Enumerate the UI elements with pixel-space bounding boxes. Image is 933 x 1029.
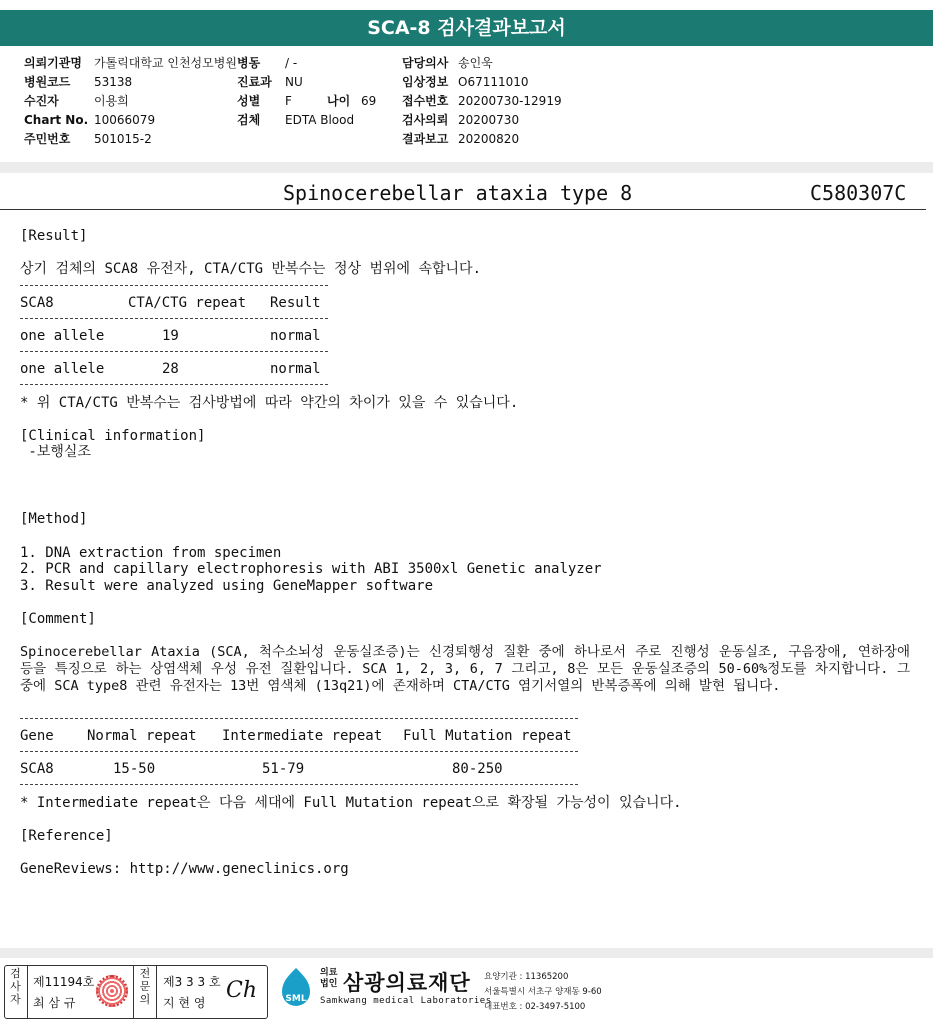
result-cell: normal (270, 328, 321, 344)
phone: 대표번호 : 02-3497-5100 (484, 1002, 586, 1012)
comment-cell: 15-50 (113, 761, 156, 777)
method-heading: [Method] (20, 511, 88, 527)
info-row: 임상정보 O67111010 (402, 75, 529, 89)
test-name: Spinocerebellar ataxia type 8 (283, 181, 633, 205)
examiner-name: 최 삼 규 (33, 996, 76, 1010)
method-item: 3. Result were analyzed using GeneMapper software (20, 578, 434, 594)
result-summary: 상기 검체의 SCA8 유전자, CTA/CTG 반복수는 정상 범위에 속합니다. (20, 261, 482, 277)
info-row: 접수번호 20200730-12919 (402, 94, 562, 108)
result-header-repeat: CTA/CTG repeat (128, 295, 247, 311)
table-rule (20, 784, 578, 785)
reference-heading: [Reference] (20, 828, 113, 844)
info-column-3 (402, 54, 562, 149)
info-row: 검사의뢰 20200730 (402, 113, 520, 127)
footer-divider (0, 948, 933, 958)
method-item: 1. DNA extraction from specimen (20, 545, 282, 561)
report-title: SCA-8 검사결과보고서 (0, 10, 933, 46)
address: 서울특별시 서초구 양재동 9-60 (484, 987, 602, 997)
method-item: 2. PCR and capillary electrophoresis with ABI 3500xl Genetic analyzer (20, 561, 602, 577)
sml-logo-icon (276, 966, 316, 1014)
info-row: 검체 EDTA Blood (237, 113, 355, 127)
comment-cell: 51-79 (262, 761, 305, 777)
examiner-label: 검사자 (4, 965, 28, 1019)
comment-header-intermediate: Intermediate repeat (222, 728, 383, 744)
table-rule (20, 351, 328, 352)
info-column-1 (24, 54, 237, 149)
info-row: 수진자 이용희 (24, 94, 129, 108)
result-header-gene: SCA8 (20, 295, 54, 311)
info-row: 병원코드 53138 (24, 75, 133, 89)
signature: Ch (226, 978, 258, 1003)
examiner-license: 제11194호 (33, 975, 95, 989)
clinical-text: -보행실조 (20, 444, 91, 460)
table-rule (20, 718, 578, 719)
info-row: 병동 / - (237, 56, 298, 70)
table-rule (20, 384, 328, 385)
info-row: 성별 F (237, 94, 292, 108)
table-rule (20, 318, 328, 319)
age-field: 나이 69 (327, 94, 377, 108)
seal-stamp-icon (96, 975, 128, 1007)
table-rule (20, 751, 578, 752)
result-note: * 위 CTA/CTG 반복수는 검사방법에 따라 약간의 차이가 있을 수 있습니다. (20, 395, 519, 411)
logo-text: SML (285, 994, 307, 1004)
result-header-result: Result (270, 295, 321, 311)
result-cell: 19 (162, 328, 179, 344)
brand-name: 삼광의료재단 (343, 971, 471, 995)
table-rule (20, 285, 328, 286)
comment-header-gene: Gene (20, 728, 54, 744)
comment-heading: [Comment] (20, 611, 96, 627)
info-row: 결과보고 20200820 (402, 132, 520, 146)
comment-header-normal: Normal repeat (87, 728, 197, 744)
info-row: 진료과 NU (237, 75, 303, 89)
result-cell: normal (270, 361, 321, 377)
comment-cell: 80-250 (452, 761, 503, 777)
comment-header-full: Full Mutation repeat (403, 728, 572, 744)
reference-text: GeneReviews: http://www.geneclinics.org (20, 861, 349, 877)
info-row: 의뢰기관명 가톨릭대학교 인천성모병원 (24, 56, 237, 70)
result-cell: 28 (162, 361, 179, 377)
info-row: Chart No. 10066079 (24, 113, 156, 127)
specialist-label: 전문의 (133, 965, 157, 1019)
test-code: C580307C (810, 181, 907, 205)
comment-text: Spinocerebellar Ataxia (SCA, 척수소뇌성 운동실조증)는 신경퇴행성 질환 중에 하나로서 주로 진행성 운동실조, 구음장애, 연하장애 등을 특징으로 하는 상염색체 우성 유전 질환입니다. SCA 1, 2, 3, 6, 7 그리고, 8은 모든 운동실조증의 50-60%정도를 차지합니다. 그중에 SCA type8 관련 유전자는 13번 염색체 (13q21)에 존재하며 CTA/CTG 염기서열의 반복증폭에 의해 발현 됩니다. (20, 644, 910, 694)
header-divider (0, 162, 933, 173)
specialist-license: 제3 3 3 호 (163, 975, 221, 989)
comment-cell: SCA8 (20, 761, 54, 777)
comment-note: * Intermediate repeat은 다음 세대에 Full Mutation repeat으로 확장될 가능성이 있습니다. (20, 795, 682, 811)
clinical-heading: [Clinical information] (20, 428, 206, 444)
brand-prefix: 의료 법인 (320, 968, 338, 989)
info-row: 담당의사 송인욱 (402, 56, 493, 70)
brand-english: Samkwang medical Laboratories (320, 996, 492, 1006)
result-cell: one allele (20, 328, 105, 344)
result-heading: [Result] (20, 228, 88, 244)
specialist-name: 지 현 영 (163, 996, 206, 1010)
result-cell: one allele (20, 361, 105, 377)
institution-code: 요양기관 : 11365200 (484, 972, 569, 982)
info-row: 주민번호 501015-2 (24, 132, 152, 146)
